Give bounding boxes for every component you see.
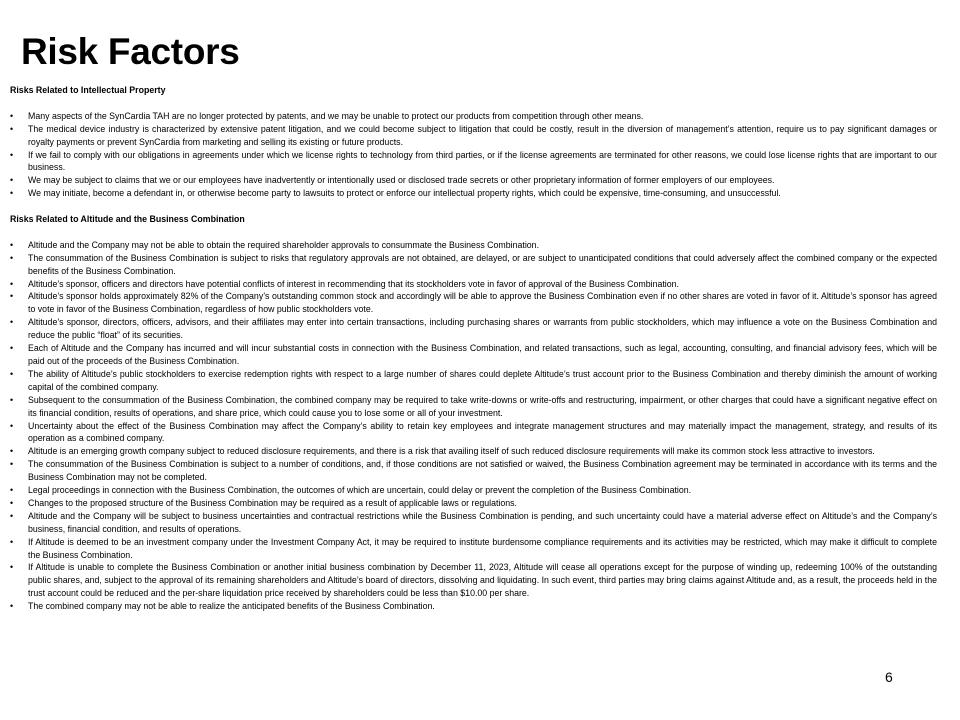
list-item: • Altitude and the Company may not be able to obtain the required shareholder approvals to consummate the Business Combination.	[10, 239, 937, 252]
list-item: • We may initiate, become a defendant in, or otherwise become party to lawsuits to protect or enforce our intellectual property rights, which could be expensive, time-consuming, and unsuccessful.	[10, 187, 937, 200]
section-heading-business-combination: Risks Related to Altitude and the Business Combination	[10, 214, 245, 225]
list-item: • Uncertainty about the effect of the Business Combination may affect the Company’s ability to retain key employees and integrate management structures and may materially impact the management, strategy, and results of its operation as a combined company.	[10, 420, 937, 446]
list-item: • Altitude and the Company will be subject to business uncertainties and contractual restrictions while the Business Combination is pending, and such uncertainty could have a material adverse effect on Altitude’s and the Company’s business, financial condition, and results of operations.	[10, 510, 937, 536]
list-item: • We may be subject to claims that we or our employees have inadvertently or intentionally used or disclosed trade secrets or other proprietary information of former employers of our employees.	[10, 174, 937, 187]
list-item: • The consummation of the Business Combination is subject to a number of conditions, and, if those conditions are not satisfied or waived, the Business Combination agreement may be terminated in accordance with its terms and the Business Combination may not be completed.	[10, 458, 937, 484]
list-item: • If Altitude is unable to complete the Business Combination or another initial business combination by December 11, 2023, Altitude will cease all operations except for the purpose of winding up, redeeming 100% of the outstanding public shares, and, subject to the approval of its remaining shareholders and Altitude’s board of directors, dissolving and liquidating. In such event, third parties may bring claims against Altitude and, as a result, the proceeds held in the trust account could be reduced and the per-share liquidation price received by shareholders could be less than $10.00 per share.	[10, 561, 937, 600]
list-item: • Legal proceedings in connection with the Business Combination, the outcomes of which are uncertain, could delay or prevent the completion of the Business Combination.	[10, 484, 937, 497]
list-item: • If Altitude is deemed to be an investment company under the Investment Company Act, it may be required to institute burdensome compliance requirements and its activities may be restricted, which may make it difficult to complete the Business Combination.	[10, 536, 937, 562]
list-item: • Each of Altitude and the Company has incurred and will incur substantial costs in connection with the Business Combination, and related transactions, such as legal, accounting, consulting, and financial advisory fees, which will be paid out of the proceeds of the Business Combination.	[10, 342, 937, 368]
intellectual-property-risk-list	[10, 110, 937, 200]
list-item: • Altitude’s sponsor holds approximately 82% of the Company’s outstanding common stock and accordingly will be able to approve the Business Combination even if no other shares are voted in favor of it. Altitude’s sponsor has agreed to vote in favor of the Business Combination, regardless of how public stockholders vote.	[10, 290, 937, 316]
list-item: • Subsequent to the consummation of the Business Combination, the combined company may be required to take write-downs or write-offs and restructuring, impairment, or other charges that could have a significant negative effect on its financial condition, results of operations, and share price, which could cause you to lose some or all of your investment.	[10, 394, 937, 420]
risk-factors-content	[10, 84, 937, 613]
page-number: 6	[885, 669, 893, 685]
business-combination-risk-list	[10, 239, 937, 613]
list-item: • Altitude is an emerging growth company subject to reduced disclosure requirements, and there is a risk that availing itself of such reduced disclosure requirements will make its common stock less attractive to investors.	[10, 445, 937, 458]
list-item: • The consummation of the Business Combination is subject to risks that regulatory approvals are not obtained, are delayed, or are subject to unanticipated conditions that could adversely affect the combined company or the expected benefits of the Business Combination.	[10, 252, 937, 278]
list-item: • Changes to the proposed structure of the Business Combination may be required as a result of applicable laws or regulations.	[10, 497, 937, 510]
list-item: • The medical device industry is characterized by extensive patent litigation, and we could become subject to litigation that could be costly, result in the diversion of management’s attention, require us to pay significant damages or royalty payments or prevent SynCardia from marketing and selling its existing or future products.	[10, 123, 937, 149]
list-item: • If we fail to comply with our obligations in agreements under which we license rights to technology from third parties, or if the license agreements are terminated for other reasons, we could lose license rights that are important to our business.	[10, 149, 937, 175]
list-item: • The ability of Altitude’s public stockholders to exercise redemption rights with respect to a large number of shares could deplete Altitude’s trust account prior to the Business Combination and thereby diminish the amount of working capital of the combined company.	[10, 368, 937, 394]
list-item: • Altitude’s sponsor, officers and directors have potential conflicts of interest in recommending that its stockholders vote in favor of approval of the Business Combination.	[10, 278, 937, 291]
list-item: • Altitude’s sponsor, directors, officers, advisors, and their affiliates may enter into certain transactions, including purchasing shares or warrants from public stockholders, which may influence a vote on the Business Combination and reduce the public “float” of its securities.	[10, 316, 937, 342]
list-item: • The combined company may not be able to realize the anticipated benefits of the Business Combination.	[10, 600, 937, 613]
section-heading-intellectual-property: Risks Related to Intellectual Property	[10, 85, 166, 95]
page-title: Risk Factors	[21, 31, 240, 72]
list-item: • Many aspects of the SynCardia TAH are no longer protected by patents, and we may be unable to protect our products from competition through other means.	[10, 110, 937, 123]
